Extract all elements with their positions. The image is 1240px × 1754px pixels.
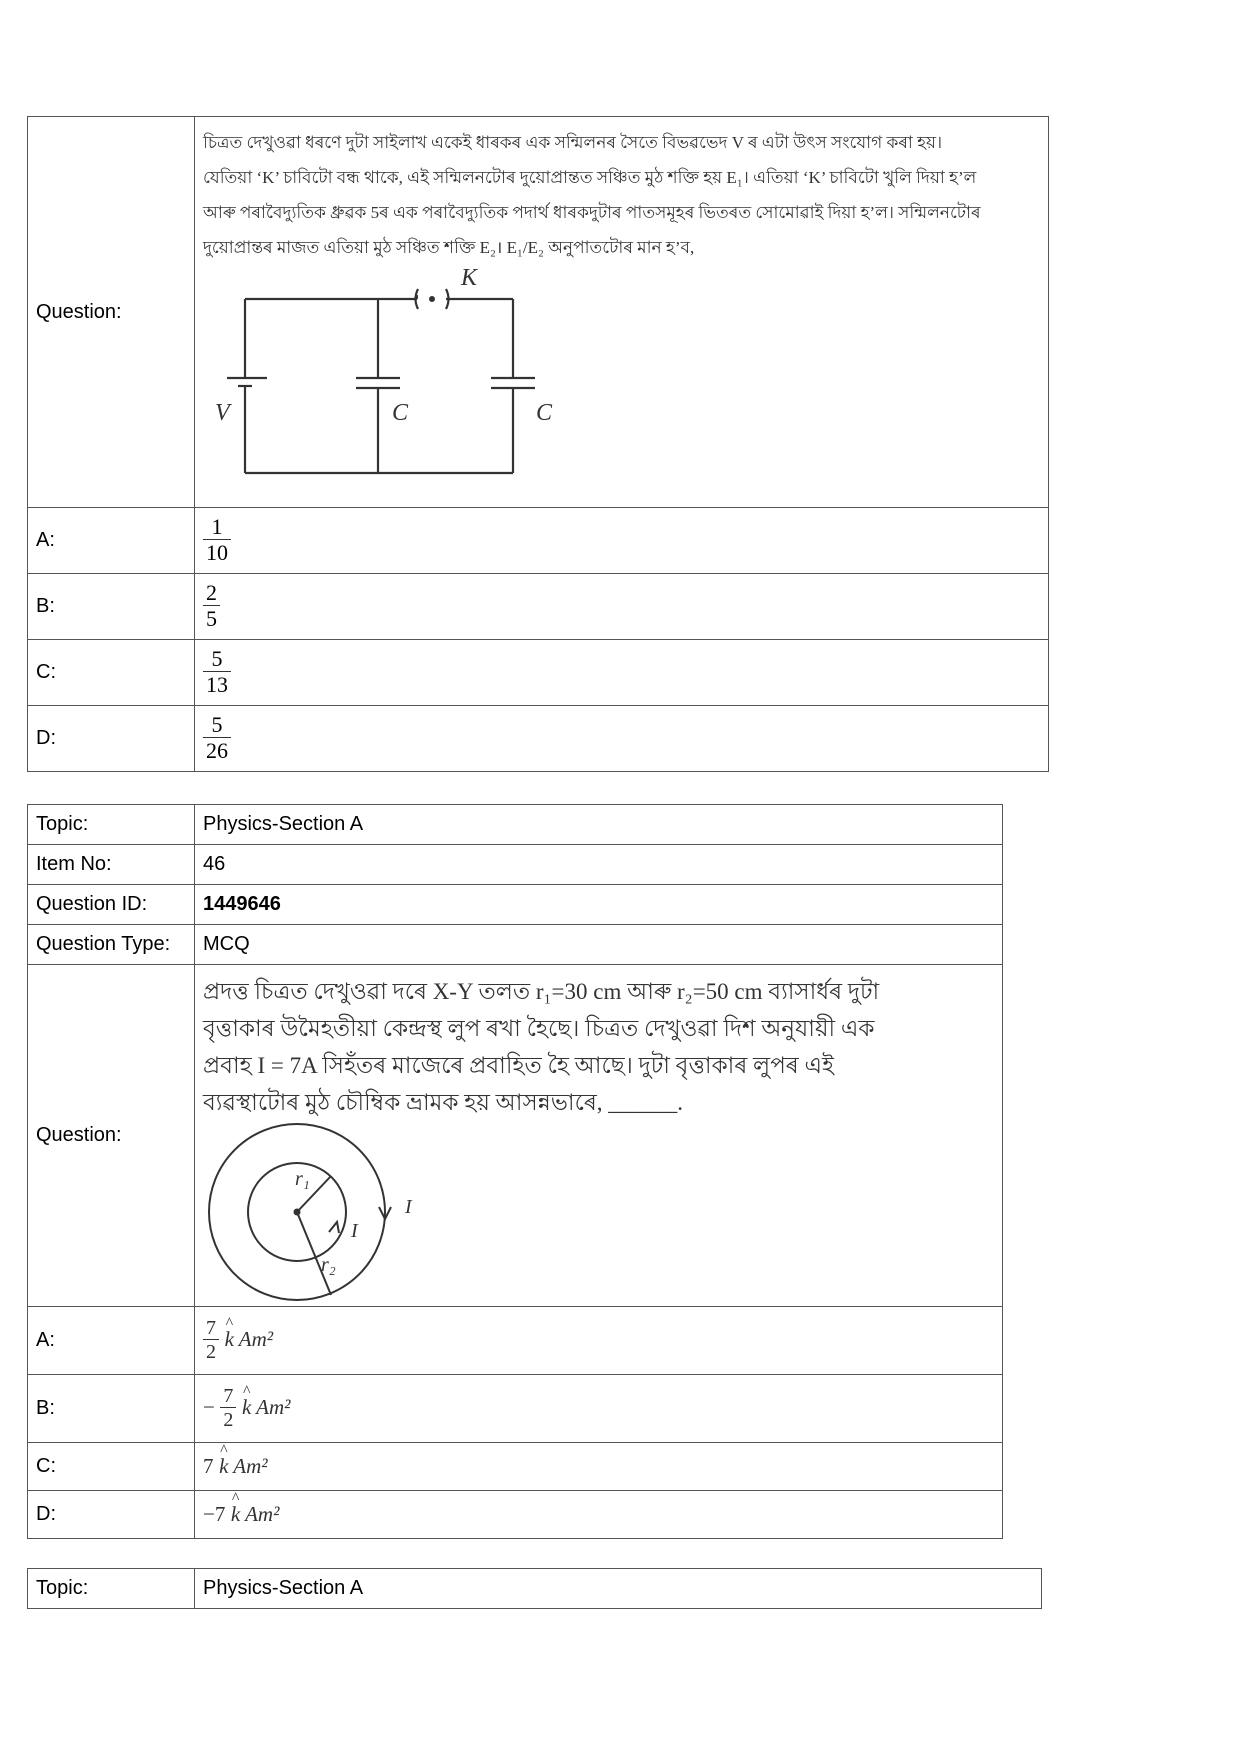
- item-no-label: Item No:: [28, 845, 195, 885]
- option-a: [195, 508, 1049, 574]
- unit-vector-k: ^ k Am²: [242, 1395, 290, 1420]
- fraction-denominator: 13: [206, 671, 228, 697]
- topic-label: Topic:: [28, 805, 195, 845]
- current-outer-label: I: [405, 1196, 412, 1218]
- key-dot: [429, 296, 435, 302]
- radius-r1-label: r₁: [295, 1168, 310, 1190]
- question-text: [203, 125, 1040, 265]
- concentric-loops-diagram: [203, 1121, 443, 1306]
- option-label: A:: [28, 1307, 195, 1375]
- question-table-1: [27, 116, 1049, 772]
- option-unit: [225, 1327, 273, 1351]
- fraction-denominator: 5: [206, 605, 217, 631]
- capacitor-circuit-diagram: [205, 265, 565, 495]
- capacitor-label: C: [536, 400, 553, 426]
- question-id-label: Question ID:: [28, 885, 195, 925]
- question-type-value: MCQ: [195, 925, 1003, 965]
- unit-vector-k: ^ k Am²: [219, 1454, 267, 1479]
- fraction-numerator: 5: [203, 713, 231, 738]
- option-b: [195, 574, 1049, 640]
- option-d: [195, 706, 1049, 772]
- fraction-numerator: 7: [220, 1385, 236, 1408]
- item-no-value: 46: [195, 845, 1003, 885]
- question-text-line: প্ৰদত্ত চিত্ৰত দেখুওৱা দৰে X-Y তলত r₁=30 cm আৰু r₂=50 cm ব্যাসাৰ্ধৰ দুটা: [203, 979, 880, 1004]
- question-table-2: [27, 804, 1003, 1539]
- option-fraction: [203, 581, 220, 633]
- fraction-numerator: 1: [203, 515, 231, 540]
- fraction-numerator: 7: [203, 1317, 219, 1340]
- fraction-denominator: 2: [223, 1409, 234, 1431]
- question-content: [195, 965, 1003, 1307]
- question-text-line: ব্যৱস্থাটোৰ মুঠ চৌম্বিক ভ্ৰামক হয় আসন্নভাৰে, ______.: [203, 1090, 684, 1115]
- option-label: D:: [28, 706, 195, 772]
- option-unit: [219, 1454, 267, 1478]
- option-label: C:: [28, 640, 195, 706]
- option-a: [195, 1307, 1003, 1375]
- option-coefficient: 7: [203, 1454, 214, 1478]
- question-label: Question:: [28, 965, 195, 1307]
- option-fraction: [203, 713, 231, 765]
- voltage-label: V: [215, 400, 230, 426]
- option-label: B:: [28, 574, 195, 640]
- option-unit: [231, 1502, 279, 1526]
- option-coefficient: −7: [203, 1502, 226, 1526]
- option-d: [195, 1491, 1003, 1539]
- option-b: [195, 1375, 1003, 1443]
- question-text-line: আৰু পৰাবৈদ্যুতিক ধ্ৰুৱক 5ৰ এক পৰাবৈদ্যুতিক পদাৰ্থ ধাৰকদুটাৰ পাতসমূহৰ ভিতৰত সোমোৱাই দিয়া হ’ল। সন্মিলনটোৰ: [203, 203, 981, 222]
- option-c: [195, 640, 1049, 706]
- question-text: [203, 973, 994, 1121]
- topic-label: Topic:: [28, 1569, 195, 1609]
- question-type-label: Question Type:: [28, 925, 195, 965]
- key-label: K: [461, 265, 478, 291]
- option-c: [195, 1443, 1003, 1491]
- option-sign: −: [203, 1394, 215, 1419]
- question-text-line: প্ৰবাহ I = 7A সিহঁতৰ মাজেৰে প্ৰবাহিত হৈ আছে। দুটা বৃত্তাকাৰ লুপৰ এই: [203, 1053, 834, 1078]
- topic-value: Physics-Section A: [195, 805, 1003, 845]
- question-table-3: [27, 1568, 1042, 1609]
- capacitor-label: C: [392, 400, 409, 426]
- option-label: B:: [28, 1375, 195, 1443]
- question-text-line: বৃত্তাকাৰ উমৈহতীয়া কেন্দ্ৰস্থ লুপ ৰখা হৈছে। চিত্ৰত দেখুওৱা দিশ অনুযায়ী এক: [203, 1016, 875, 1041]
- question-content: [195, 117, 1049, 508]
- unit-vector-k: ^ k Am²: [231, 1502, 279, 1527]
- option-unit: [242, 1395, 290, 1419]
- option-label: D:: [28, 1491, 195, 1539]
- question-text-line: দুয়োপ্ৰান্তৰ মাজত এতিয়া মুঠ সঞ্চিত শক্তি E₂। E₁/E₂ অনুপাতটোৰ মান হ’ব,: [203, 238, 695, 257]
- center-dot: [294, 1209, 301, 1216]
- option-label: A:: [28, 508, 195, 574]
- question-text-line: চিত্ৰত দেখুওৱা ধৰণে দুটা সাইলাখ একেই ধাৰকৰ এক সন্মিলনৰ সৈতে বিভৱভেদ V ৰ এটা উৎস সংযোগ কৰা হয়।: [203, 133, 943, 152]
- radius-r2-label: r₂: [321, 1254, 336, 1276]
- fraction-denominator: 10: [206, 539, 228, 565]
- fraction-denominator: 26: [206, 737, 228, 763]
- question-label: Question:: [28, 117, 195, 508]
- fraction-numerator: 2: [203, 581, 220, 606]
- current-inner-label: I: [351, 1220, 358, 1242]
- option-fraction: [220, 1385, 236, 1432]
- option-fraction: [203, 515, 231, 567]
- fraction-numerator: 5: [203, 647, 231, 672]
- question-text-line: যেতিয়া ‘K’ চাবিটো বন্ধ থাকে, এই সন্মিলনটোৰ দুয়োপ্ৰান্তত সঞ্চিত মুঠ শক্তি হয় E₁। এতিয়া ‘K’ চাবিটো খুলি দিয়া হ’ল: [203, 168, 977, 187]
- unit-vector-k: ^ k Am²: [225, 1327, 273, 1352]
- option-fraction: [203, 647, 231, 699]
- question-id-value: 1449646: [195, 885, 1003, 925]
- topic-value: Physics-Section A: [195, 1569, 1042, 1609]
- fraction-denominator: 2: [206, 1341, 216, 1363]
- option-fraction: [203, 1317, 219, 1364]
- option-label: C:: [28, 1443, 195, 1491]
